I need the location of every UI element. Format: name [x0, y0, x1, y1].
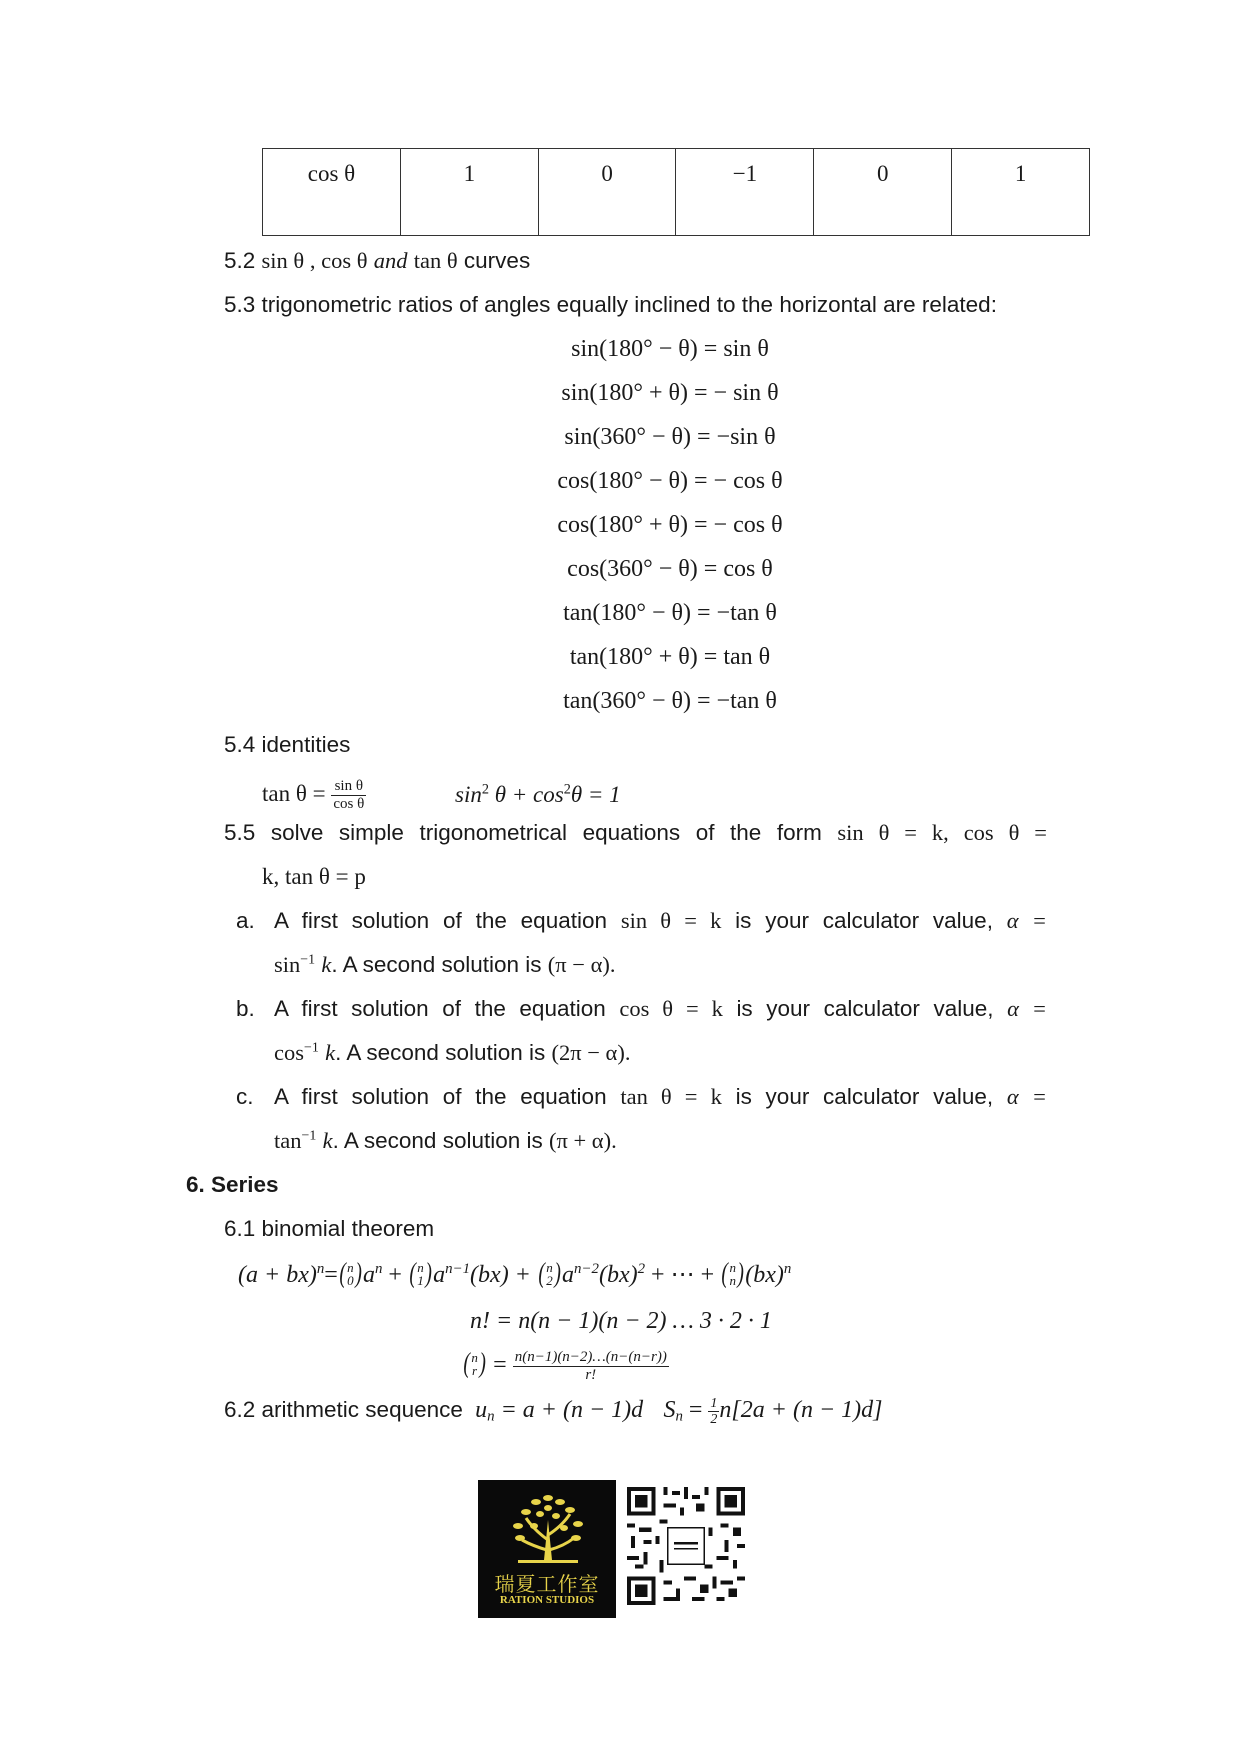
binom-top: n — [729, 1260, 736, 1275]
ncr-definition — [462, 1342, 669, 1387]
item-text: . A second solution is — [335, 1040, 546, 1065]
item-text: A first solution of the equation — [274, 996, 606, 1021]
binomial-coef: ( n 1 ) — [409, 1258, 432, 1289]
section-6-title: 6. Series — [186, 1172, 279, 1197]
logo-chinese-text: 瑞夏工作室 — [494, 1572, 600, 1596]
cos-values-table — [262, 148, 1090, 236]
binom-top: n — [471, 1350, 478, 1365]
table-cell: 0 — [538, 149, 676, 236]
list-marker: b. — [236, 996, 255, 1021]
section-5-5-line2: k, tan θ = p — [262, 864, 366, 889]
exponent: −1 — [300, 952, 316, 968]
exponent: 2 — [637, 1261, 646, 1278]
arithmetic-term-formula — [469, 1397, 643, 1423]
binomial-expansion — [238, 1256, 791, 1293]
binom-top: n — [546, 1260, 553, 1275]
tan-identity — [262, 774, 366, 814]
list-item — [274, 906, 1047, 936]
section-6-2 — [224, 1392, 882, 1428]
studio-logo — [478, 1480, 616, 1618]
sn-rhs: n[2a + (n − 1)d] — [719, 1397, 883, 1423]
exponent: −1 — [301, 1128, 317, 1144]
binomial-coef: ( n n ) — [721, 1258, 744, 1289]
term: a — [433, 1262, 446, 1288]
term: a — [562, 1262, 575, 1288]
binomial-coef: ( n 2 ) — [538, 1258, 561, 1289]
exponent: 2 — [481, 781, 489, 798]
fraction-numerator: 1 — [710, 1395, 718, 1411]
fraction-numerator: n(n−1)(n−2)…(n−(n−r)) — [514, 1348, 667, 1365]
pythagorean-identity — [455, 780, 621, 810]
term: (bx) — [745, 1262, 784, 1288]
binomial-lhs: (a + bx) — [238, 1262, 317, 1288]
item-text: A first solution of the equation — [274, 1084, 607, 1109]
identity-equation: tan(180° − θ) = −tan θ — [563, 600, 777, 626]
inverse-arg: k — [325, 1040, 336, 1065]
equals: = — [324, 1262, 338, 1288]
inverse-func: tan — [274, 1128, 302, 1153]
subscript: n — [675, 1408, 683, 1425]
plus: + — [388, 1262, 402, 1288]
item-alpha: α = — [1006, 908, 1047, 933]
identity-equation: tan(180° + θ) = tan θ — [569, 644, 771, 670]
exponent: −1 — [304, 1040, 319, 1056]
equals: = — [493, 1352, 507, 1378]
section-text: 6.2 arithmetic sequence — [224, 1397, 463, 1422]
half-fraction — [708, 1396, 719, 1427]
inverse-func: cos — [274, 1040, 304, 1065]
identity-equation: sin(180° − θ) = sin θ — [571, 336, 769, 362]
item-equation: sin θ = k — [620, 908, 722, 933]
inverse-arg: k — [321, 952, 332, 977]
binomial-coef: ( n r ) — [463, 1348, 486, 1379]
item-text: is your calculator value, — [735, 908, 993, 933]
exponent: n−1 — [445, 1261, 471, 1278]
exponent: 2 — [563, 781, 571, 798]
binom-top: n — [347, 1260, 354, 1275]
fraction-denominator: 2 — [710, 1411, 718, 1427]
binom-bottom: 2 — [546, 1273, 553, 1288]
item-text: is your calculator value, — [735, 1084, 994, 1109]
section-number: 5.2 — [224, 248, 256, 273]
pyth-rhs: θ = 1 — [570, 782, 621, 807]
list-item — [274, 994, 1047, 1024]
un: u — [475, 1397, 488, 1423]
section-5-4-title: 5.4 identities — [224, 732, 351, 757]
item-alpha: α = — [1007, 996, 1047, 1021]
math-and: and — [373, 248, 408, 273]
item-text: . A second solution is — [332, 1128, 543, 1153]
fraction-denominator: r! — [585, 1366, 597, 1383]
ellipsis: + ⋯ + — [651, 1262, 715, 1288]
section-5-5-line1 — [224, 818, 1047, 848]
binom-bottom: 1 — [417, 1273, 424, 1288]
equals: = — [688, 1397, 703, 1423]
un-rhs: = a + (n − 1)d — [500, 1397, 644, 1423]
item-equation: cos θ = k — [619, 996, 723, 1021]
item-alpha: α = — [1006, 1084, 1047, 1109]
table-row-label: cos θ — [263, 149, 401, 236]
exponent: n−2 — [574, 1261, 599, 1278]
list-item — [274, 1082, 1047, 1112]
math-tan: tan θ — [413, 248, 458, 273]
inverse-func: sin — [274, 952, 301, 977]
section-5-2 — [224, 246, 530, 276]
subscript: n — [487, 1408, 495, 1425]
factorial-definition: n! = n(n − 1)(n − 2) … 3 · 2 · 1 — [470, 1308, 772, 1334]
fraction-numerator: sin θ — [331, 778, 366, 796]
identity-equation: cos(360° − θ) = cos θ — [567, 556, 773, 582]
pyth-theta: θ + — [494, 782, 528, 807]
term: a — [362, 1262, 375, 1288]
list-item-cont — [274, 1126, 617, 1156]
second-solution: (2π − α). — [551, 1040, 631, 1065]
math-sin-cos-eq: sin θ = k, cos θ = — [837, 820, 1047, 845]
item-equation: tan θ = k — [620, 1084, 722, 1109]
fraction-denominator: cos θ — [333, 796, 365, 813]
exponent: n — [316, 1261, 325, 1278]
exponent: n — [374, 1261, 383, 1278]
identity-equation: cos(180° − θ) = − cos θ — [557, 468, 783, 494]
second-solution: (π + α). — [549, 1128, 617, 1153]
second-solution: (π − α). — [547, 952, 616, 977]
section-6-1-title: 6.1 binomial theorem — [224, 1216, 435, 1241]
exponent: n — [783, 1261, 792, 1278]
logo-english-text: RATION STUDIOS — [499, 1594, 595, 1606]
list-item-cont — [274, 950, 615, 980]
item-text: is your calculator value, — [736, 996, 994, 1021]
table-cell: 1 — [400, 149, 538, 236]
identity-equation: cos(180° + θ) = − cos θ — [557, 512, 783, 538]
arithmetic-sum-formula — [663, 1395, 883, 1427]
pyth-cos: cos — [533, 782, 564, 807]
pyth-sin: sin — [455, 782, 482, 807]
table-cell: 0 — [814, 149, 952, 236]
section-text: curves — [463, 248, 531, 273]
item-text: . A second solution is — [331, 952, 542, 977]
binom-bottom: 0 — [347, 1273, 354, 1288]
item-text: A first solution of the equation — [274, 908, 607, 933]
inverse-arg: k — [322, 1128, 333, 1153]
term: (bx) — [598, 1262, 638, 1288]
sn: S — [663, 1397, 676, 1423]
tan-lhs: tan θ = — [262, 781, 326, 806]
section-5-3: 5.3 trigonometric ratios of angles equally inclined to the horizontal are related: — [224, 292, 997, 317]
binom-bottom: r — [472, 1363, 478, 1378]
section-text: 5.5 solve simple trigonometrical equations of the form — [224, 820, 822, 845]
math-sin-cos: sin θ , cos θ — [261, 248, 368, 273]
term: (bx) + — [470, 1262, 531, 1288]
binom-bottom: n — [729, 1273, 736, 1288]
identity-equation: tan(360° − θ) = −tan θ — [563, 688, 777, 714]
table-cell: −1 — [676, 149, 814, 236]
binom-top: n — [417, 1260, 424, 1275]
list-marker: c. — [236, 1084, 254, 1109]
identity-equation: sin(180° + θ) = − sin θ — [561, 380, 779, 406]
identity-equation: sin(360° − θ) = −sin θ — [564, 424, 776, 450]
qr-code-icon[interactable] — [627, 1487, 745, 1605]
list-item-cont — [274, 1038, 630, 1068]
binomial-coef: ( n 0 ) — [339, 1258, 362, 1289]
table-cell: 1 — [952, 149, 1090, 236]
list-marker: a. — [236, 908, 255, 933]
sin-over-cos-fraction — [331, 778, 366, 813]
tree-icon — [478, 1480, 616, 1570]
ncr-fraction — [513, 1349, 669, 1384]
